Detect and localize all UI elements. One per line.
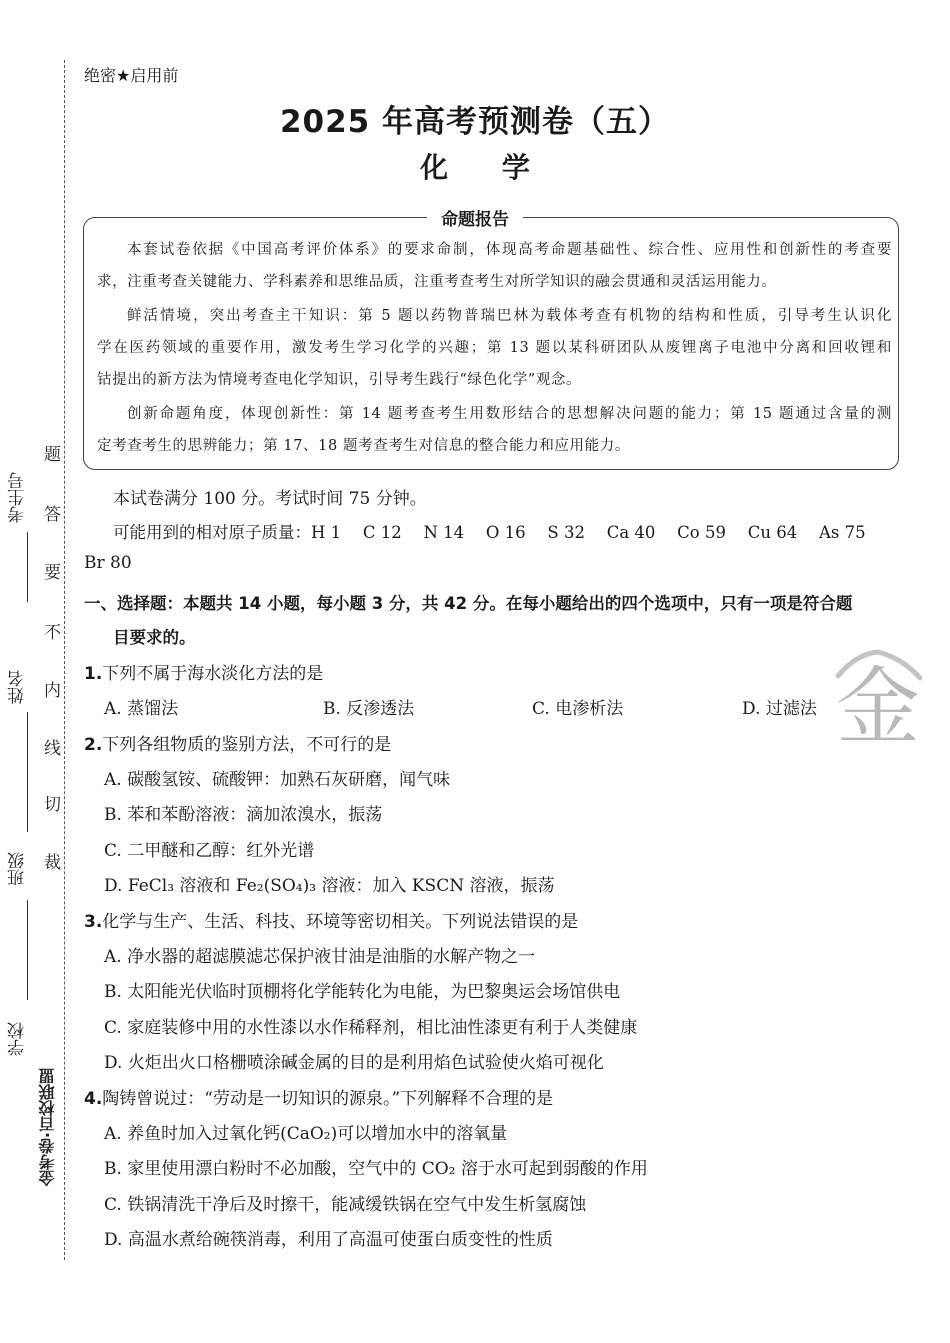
q3-option-b: B. 太阳能光伏临时顶棚将化学能转化为电能，为巴黎奥运会场馆供电 [104, 982, 621, 1002]
q2-option-d: D. FeCl₃ 溶液和 Fe₂(SO₄)₃ 溶液：加入 KSCN 溶液，振荡 [104, 876, 555, 896]
question-number: 4. [84, 1089, 103, 1109]
question-1 [84, 659, 323, 684]
field-exam-number-line [27, 532, 28, 602]
question-number: 1. [84, 664, 103, 684]
field-exam-number-label: 考生号 [8, 472, 28, 523]
q2-option-b: B. 苯和苯酚溶液：滴加浓溴水，振荡 [104, 805, 383, 825]
report-line: 鲜活情境，突出考查主干知识：第 5 题以药物普瑞巴林为载体考查有机物的结构和性质，引导考生认识化 [127, 308, 892, 324]
report-line: 创新命题角度，体现创新性：第 14 题考查考生用数形结合的思想解决问题的能力；第 15 题通过含量的测 [127, 406, 892, 422]
q1-option-b: B. 反渗透法 [323, 699, 415, 719]
report-title: 命题报告 [427, 210, 523, 230]
warning-char: 切 [44, 795, 61, 815]
question-stem: 下列不属于海水淡化方法的是 [102, 664, 324, 684]
field-school-label: 学校 [8, 1022, 28, 1056]
warning-char: 裁 [44, 853, 61, 873]
section-heading: 一、选择题：本题共 14 小题，每小题 3 分，共 42 分。在每小题给出的四个选项中，只有一项是符合题 [84, 594, 853, 613]
page-title: 2025 年高考预测卷（五） [279, 104, 671, 140]
q1-option-d: D. 过滤法 [742, 699, 817, 719]
q3-option-a: A. 净水器的超滤膜滤芯保护液甘油是油脂的水解产物之一 [104, 947, 536, 967]
question-4 [84, 1084, 553, 1109]
question-number: 2. [84, 735, 103, 755]
q1-option-c: C. 电渗析法 [532, 699, 624, 719]
warning-char: 不 [44, 623, 61, 643]
warning-char: 题 [44, 445, 61, 465]
report-line: 钴提出的新方法为情境考查电化学知识，引导考生践行“绿色化学”观念。 [97, 372, 582, 388]
field-class-label: 班级 [8, 852, 28, 886]
report-line: 学在医药领域的重要作用，激发考生学习化学的兴趣；第 13 题以某科研团队从废锂离子电池中分离和回收锂和 [97, 340, 892, 356]
question-stem: 陶铸曾说过：“劳动是一切知识的源泉。”下列解释不合理的是 [102, 1089, 554, 1109]
calligraphy-seal-icon [832, 648, 924, 758]
cut-line [64, 60, 65, 1260]
section-heading-cont: 目要求的。 [113, 628, 196, 647]
q4-option-c: C. 铁锅清洗干净后及时擦干，能减缓铁锅在空气中发生析氢腐蚀 [104, 1195, 587, 1215]
report-title-wrap [0, 205, 950, 230]
field-class-line [27, 900, 28, 1000]
warning-char: 要 [44, 563, 61, 583]
exam-score-time: 本试卷满分 100 分。考试时间 75 分钟。 [113, 489, 427, 509]
atomic-masses: 可能用到的相对原子质量：H 1 C 12 N 14 O 16 S 32 Ca 40 Co 59 Cu 64 As 75 [113, 523, 866, 542]
question-number: 3. [84, 912, 103, 932]
q2-option-c: C. 二甲醚和乙醇：红外光谱 [104, 841, 315, 861]
q3-option-d: D. 火炬出火口格栅喷涂碱金属的目的是利用焰色试验使火焰可视化 [104, 1053, 604, 1073]
seal-char: 金 [835, 658, 921, 756]
question-stem: 化学与生产、生活、科技、环境等密切相关。下列说法错误的是 [102, 912, 579, 932]
q4-option-d: D. 高温水煮给碗筷消毒，利用了高温可使蛋白质变性的性质 [104, 1230, 553, 1250]
report-line: 求，注重考查关键能力、学科素养和思维品质，注重考查考生对所学知识的融会贯通和灵活运用能力。 [97, 274, 777, 290]
q3-option-c: C. 家庭装修中用的水性漆以水作稀释剂，相比油性漆更有利于人类健康 [104, 1018, 638, 1038]
q2-option-a: A. 碳酸氢铵、硫酸钾：加熟石灰研磨，闻气味 [104, 770, 451, 790]
q4-option-b: B. 家里使用漂白粉时不必加酸，空气中的 CO₂ 溶于水可起到弱酸的作用 [104, 1159, 648, 1179]
subject-title: 化 学 [420, 151, 552, 184]
q4-option-a: A. 养鱼时加入过氧化钙(CaO₂)可以增加水中的溶氧量 [104, 1124, 508, 1144]
confidential-mark: 绝密★启用前 [84, 66, 179, 85]
field-name-line [27, 712, 28, 832]
warning-char: 内 [44, 681, 61, 701]
brand-text: 金考卷·百校联盟 [38, 1068, 57, 1187]
question-3 [84, 907, 578, 932]
question-2 [84, 730, 391, 755]
q1-option-a: A. 蒸馏法 [104, 699, 179, 719]
field-name-label: 姓名 [8, 670, 28, 704]
warning-char: 答 [44, 505, 61, 525]
warning-char: 线 [44, 739, 61, 759]
report-line: 本套试卷依据《中国高考评价体系》的要求命制，体现高考命题基础性、综合性、应用性和创新性的考查要 [127, 242, 892, 258]
report-line: 定考查考生的思辨能力；第 17、18 题考查考生对信息的整合能力和应用能力。 [97, 438, 630, 454]
question-stem: 下列各组物质的鉴别方法，不可行的是 [102, 735, 392, 755]
atomic-masses-cont: Br 80 [84, 553, 132, 573]
